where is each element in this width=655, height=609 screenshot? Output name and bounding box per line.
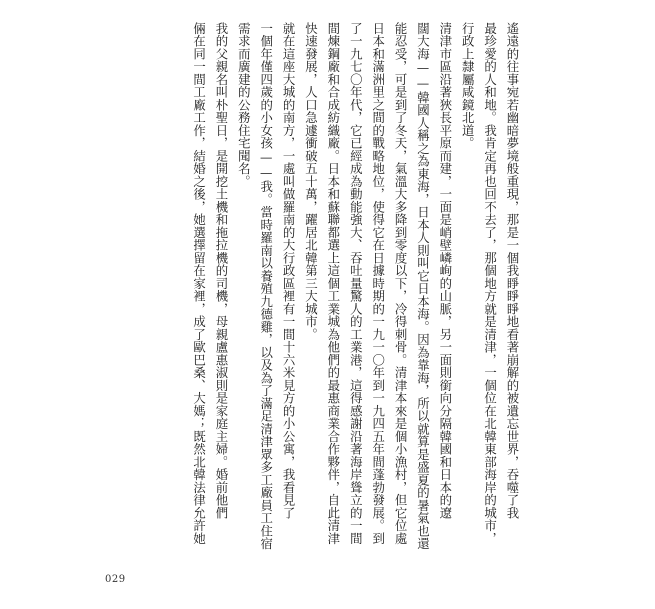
text-column: 一個年僅四歲的小女孩——我。當時羅南以養殖九德雞，以及為了滿足清津眾多工廠員工住宿 [258,22,274,550]
text-column: 清津市區沿著狹長平原而建，一面是峭壁嶙峋的山脈，另一面則銜向分隔韓國和日本的遼 [437,22,453,520]
text-column: 能忍受，可是到了冬天，氣溫大多降到零度以下，冷得刺骨。清津本來是個小漁村，但它位處 [393,22,409,545]
text-column: 我的父親名叫朴聖日，是開挖土機和拖拉機的司機，母親盧惠淑則是家庭主婦。婚前他們 [213,22,229,520]
text-column: 了一九七〇年代，它已經成為動能強大、吞吐量驚人的工業港，這得感謝沿著海岸聳立的一間 [348,22,364,545]
text-column: 行政上隸屬咸鏡北道。 [460,22,476,150]
text-column: 間煉鋼廠和合成紡織廠。日本和蘇聯都選上這個工業城為他們的最惠商業合作夥伴，自此清津 [325,22,341,545]
text-column: 倆在同一間工廠工作，結婚之後，她選擇留在家裡，成了歐巴桑、大媽；既然北韓法律允許她 [191,22,207,545]
text-column: 最珍愛的人和地。我肯定再也回不去了，那個地方就是清津，一個位在北韓東部海岸的城市， [482,22,498,545]
page-number: 029 [105,574,126,585]
text-column: 闊大海——韓國人稱之為東海，日本人則叫它日本海。因為靠海，所以就算是盛夏的暑氣也還 [415,22,431,550]
text-column: 遙遠的往事宛若幽暗夢境般重現，那是一個我睜睜睜地看著崩解的被遺忘世界，吞噬了我 [505,22,520,520]
text-column: 日本和滿洲里之間的戰略地位，使得它在日據時期的一九一〇年到一九四五年間蓬勃發展。到 [370,22,386,545]
vertical-text-body [193,22,519,562]
text-column: 需求而廣建的公務住宅聞名。 [236,22,252,188]
text-column: 就在這座大城的南方，一處叫做羅南的大行政區裡有一間十六米見方的小公寓，我看見了 [281,22,297,520]
text-column: 快速發展，人口急遽衝破五十萬，躍居北韓第三大城市。 [303,22,319,341]
